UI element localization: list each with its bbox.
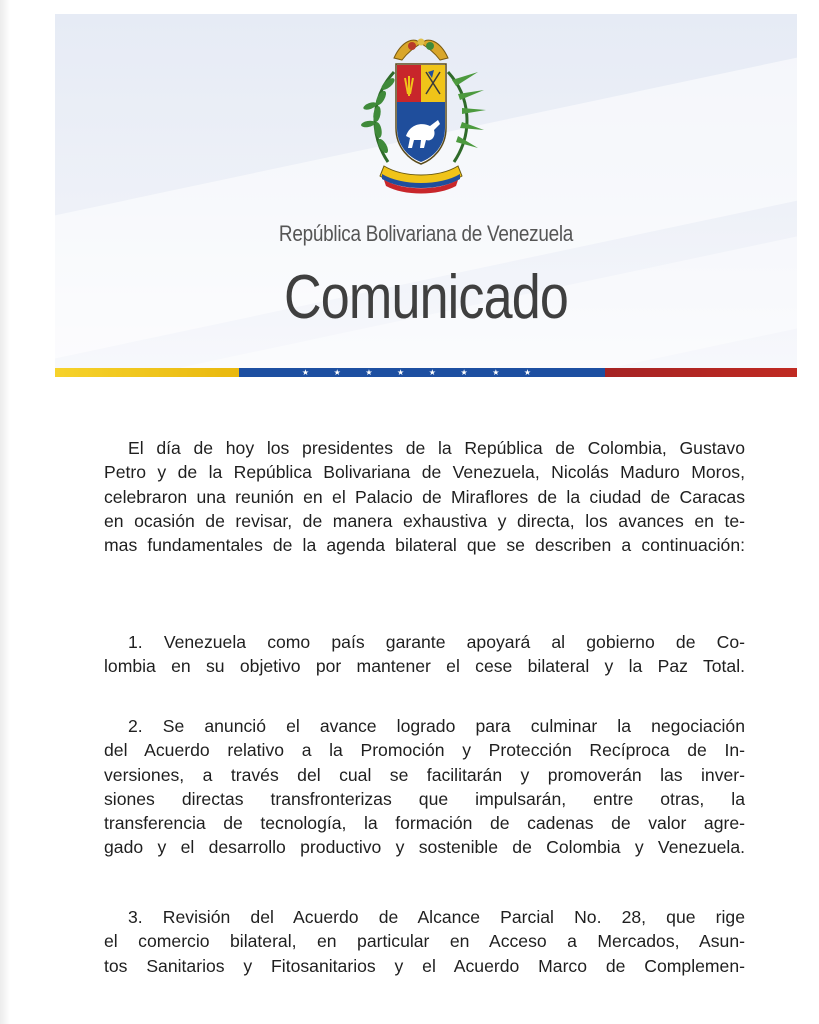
republic-name: República Bolivariana de Venezuela bbox=[278, 221, 574, 246]
text-line: tos Sanitarios y Fitosanitarios y el Acuerdo Marco de Complemen- bbox=[104, 955, 745, 976]
national-flag-stripe bbox=[55, 368, 797, 377]
text-line: El día de hoy los presidentes de la República de Colombia, Gustavo bbox=[128, 438, 745, 458]
document-title: Comunicado bbox=[284, 263, 568, 332]
text-line: del Acuerdo relativo a la Promoción y Protección Recíproca de In- bbox=[104, 740, 745, 761]
flag-stripe-yellow bbox=[55, 368, 239, 377]
text-line: 2. Se anunció el avance logrado para culminar la negociación bbox=[128, 716, 745, 736]
text-line: siones directas transfronterizas que impulsarán, entre otras, la bbox=[104, 788, 745, 809]
text-line: celebraron una reunión en el Palacio de Miraflores de la ciudad de Caracas bbox=[104, 486, 745, 507]
text-line: el comercio bilateral, en particular en Acceso a Mercados, Asun- bbox=[104, 931, 745, 952]
page-edge bbox=[0, 0, 10, 1024]
point-2-paragraph bbox=[104, 714, 745, 860]
text-line: mas fundamentales de la agenda bilateral que se describen a continuación: bbox=[104, 535, 745, 556]
coat-of-arms-emblem bbox=[354, 36, 488, 196]
flag-stripe-red bbox=[605, 368, 797, 377]
text-line: versiones, a través del cual se facilitarán y promoverán las inver- bbox=[104, 764, 745, 785]
text-line: 3. Revisión del Acuerdo de Alcance Parcial No. 28, que rige bbox=[128, 907, 745, 927]
flag-stripe-blue bbox=[239, 368, 605, 377]
text-line: gado y el desarrollo productivo y sostenible de Colombia y Venezuela. bbox=[104, 837, 745, 858]
text-line: Petro y de la República Bolivariana de Venezuela, Nicolás Maduro Moros, bbox=[104, 462, 745, 483]
text-line: transferencia de tecnología, la formación de cadenas de valor agre- bbox=[104, 813, 745, 834]
stars-row: ★ ★ ★ ★ ★ ★ ★ ★ bbox=[301, 368, 543, 377]
point-1-paragraph bbox=[104, 630, 745, 679]
intro-paragraph bbox=[104, 436, 745, 557]
text-line: lombia en su objetivo por mantener el cese bilateral y la Paz Total. bbox=[104, 656, 745, 677]
text-line: en ocasión de revisar, de manera exhaustiva y directa, los avances en te- bbox=[104, 510, 745, 531]
point-3-paragraph bbox=[104, 905, 745, 978]
text-line: 1. Venezuela como país garante apoyará al gobierno de Co- bbox=[128, 632, 745, 652]
